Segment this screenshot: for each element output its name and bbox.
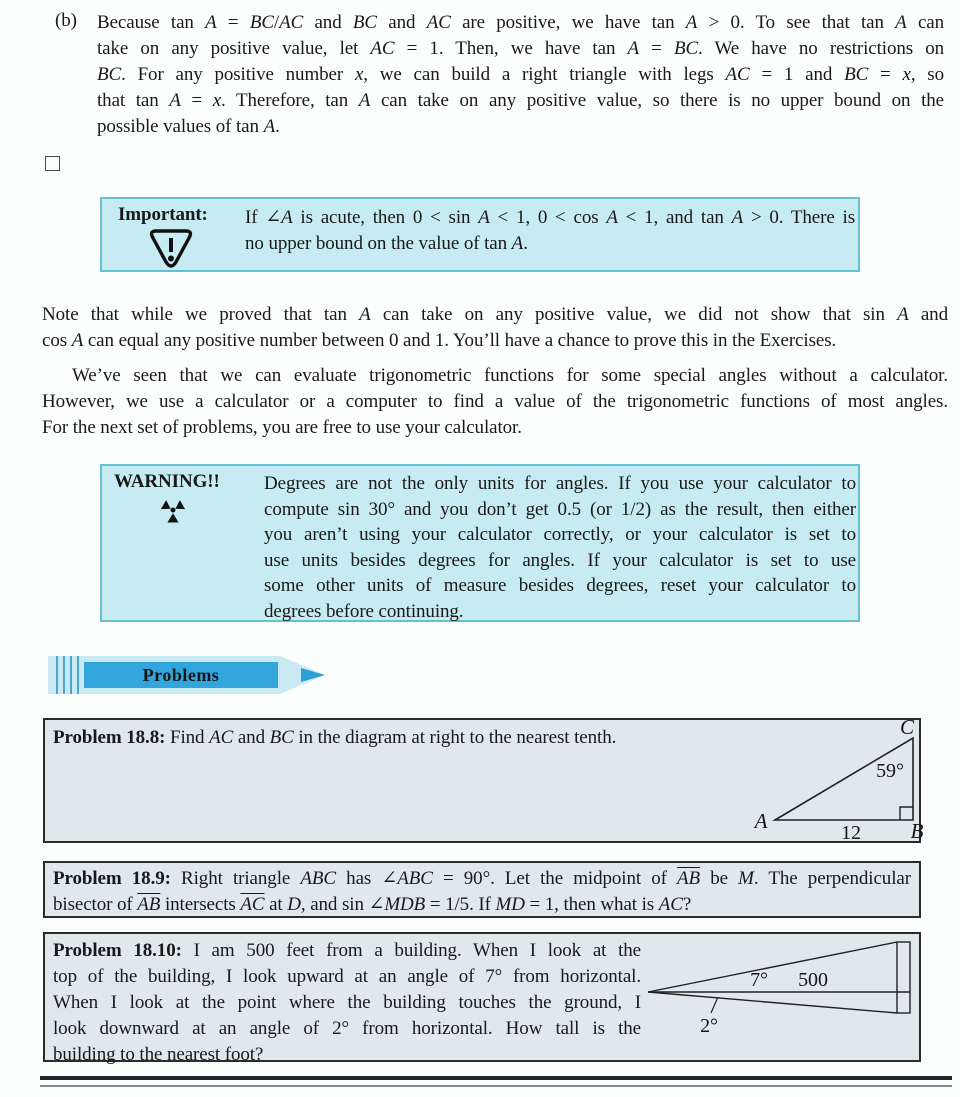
problems-banner — [48, 652, 328, 704]
text-line: For the next set of problems, you are free to use your calculator. — [42, 417, 522, 438]
text-line: When I look at the point where the building touches the ground, I — [53, 992, 641, 1013]
angle-label-7: 7° — [750, 969, 768, 991]
warning-text — [264, 471, 856, 624]
proof-end-square — [45, 156, 60, 171]
text-line: you aren’t using your calculator correctly, or your calculator is set to — [264, 524, 856, 545]
rule-thick-line — [40, 1076, 952, 1080]
note-paragraph — [42, 302, 948, 354]
text-line: However, we use a calculator or a computer to find a value of the trigonometric functions of most angles. — [42, 391, 948, 412]
text-line: cos A can equal any positive number between 0 and 1. You’ll have a chance to prove this in the Exercises. — [42, 330, 837, 351]
important-text — [245, 205, 855, 257]
pencil-graphic — [48, 652, 328, 698]
side-label-12: 12 — [841, 822, 861, 844]
text-line: Note that while we proved that tan A can take on any positive value, we did not show that sin A and — [42, 304, 948, 325]
vertex-label-a: A — [754, 809, 768, 833]
problems-banner-label: Problems — [142, 665, 220, 685]
text-line: If ∠A is acute, then 0 < sin A < 1, 0 < cos A < 1, and tan A > 0. There is — [245, 207, 855, 228]
problem-18-8-box — [43, 715, 924, 844]
warning-box — [100, 464, 860, 622]
building-sightline-diagram — [45, 934, 919, 1060]
problem-18-9-text — [53, 866, 911, 918]
transition-paragraph — [42, 363, 948, 441]
text-line: some other units of measure besides degrees, reset your calculator to — [264, 575, 856, 596]
building-shape — [897, 942, 910, 1013]
angle-label-59: 59° — [876, 760, 904, 782]
solution-item-label: (b) — [55, 10, 77, 31]
rule-thin-line — [40, 1085, 952, 1087]
text-line: We’ve seen that we can evaluate trigonometric functions for some special angles without a calculator. — [72, 365, 948, 386]
vertex-label-c: C — [900, 715, 914, 739]
text-line: that tan A = x. Therefore, tan A can take on any positive value, so there is no upper bound on the — [97, 90, 944, 111]
text-line: Problem 18.9: Right triangle ABC has ∠ABC = 90°. Let the midpoint of $\overline{AB}$ be M. The perpendicular — [53, 868, 911, 889]
text-line: Because tan A = BC/AC and BC and AC are positive, we have tan A > 0. To see that tan A can — [97, 12, 945, 33]
vertex-label-b: B — [910, 819, 924, 843]
bottom-double-rule — [40, 1076, 952, 1087]
problem-18-9-box — [43, 861, 921, 918]
text-line: Degrees are not the only units for angles. If you use your calculator to — [264, 473, 856, 494]
text-line: building to the nearest foot? — [53, 1044, 264, 1065]
text-line: Problem 18.10: I am 500 feet from a building. When I look at the — [53, 940, 641, 961]
right-triangle-diagram — [45, 715, 924, 844]
text-line: top of the building, I look upward at an angle of 7° from horizontal. — [53, 966, 641, 987]
text-line: no upper bound on the value of tan A. — [245, 233, 528, 254]
text-line: possible values of tan A. — [97, 116, 280, 137]
distance-label-500: 500 — [798, 969, 828, 991]
text-line: take on any positive value, let AC = 1. Then, we have tan A = BC. We have no restrictions on — [97, 38, 945, 59]
important-label: Important: — [118, 204, 208, 225]
problem-18-10-box — [43, 932, 921, 1065]
text-line: Problem 18.8: Find AC and BC in the diagram at right to the nearest tenth. — [53, 727, 617, 748]
text-line: BC. For any positive number x, we can build a right triangle with legs AC = 1 and BC = x, so — [97, 64, 945, 85]
solution-text — [97, 10, 944, 140]
radiation-icon — [160, 497, 186, 529]
important-box — [100, 197, 860, 272]
warning-label: WARNING!! — [114, 471, 220, 492]
text-line: look downward at an angle of 2° from horizontal. How tall is the — [53, 1018, 641, 1039]
text-line: use units besides degrees for angles. If your calculator is set to use — [264, 549, 856, 571]
solution-paragraph-b — [52, 10, 944, 140]
text-line: bisector of $\overline{AB}$ intersects $\overline{AC}$ at D, and sin ∠MDB = 1/5. If MD = 1, then what is AC? — [53, 894, 692, 915]
text-line: degrees before continuing. — [264, 600, 464, 622]
exclamation-triangle-icon — [148, 226, 194, 276]
angle-tick-mark — [711, 997, 718, 1013]
text-line: compute sin 30° and you don’t get 0.5 (or 1/2) as the result, then either — [264, 498, 856, 520]
angle-label-2: 2° — [700, 1015, 718, 1037]
